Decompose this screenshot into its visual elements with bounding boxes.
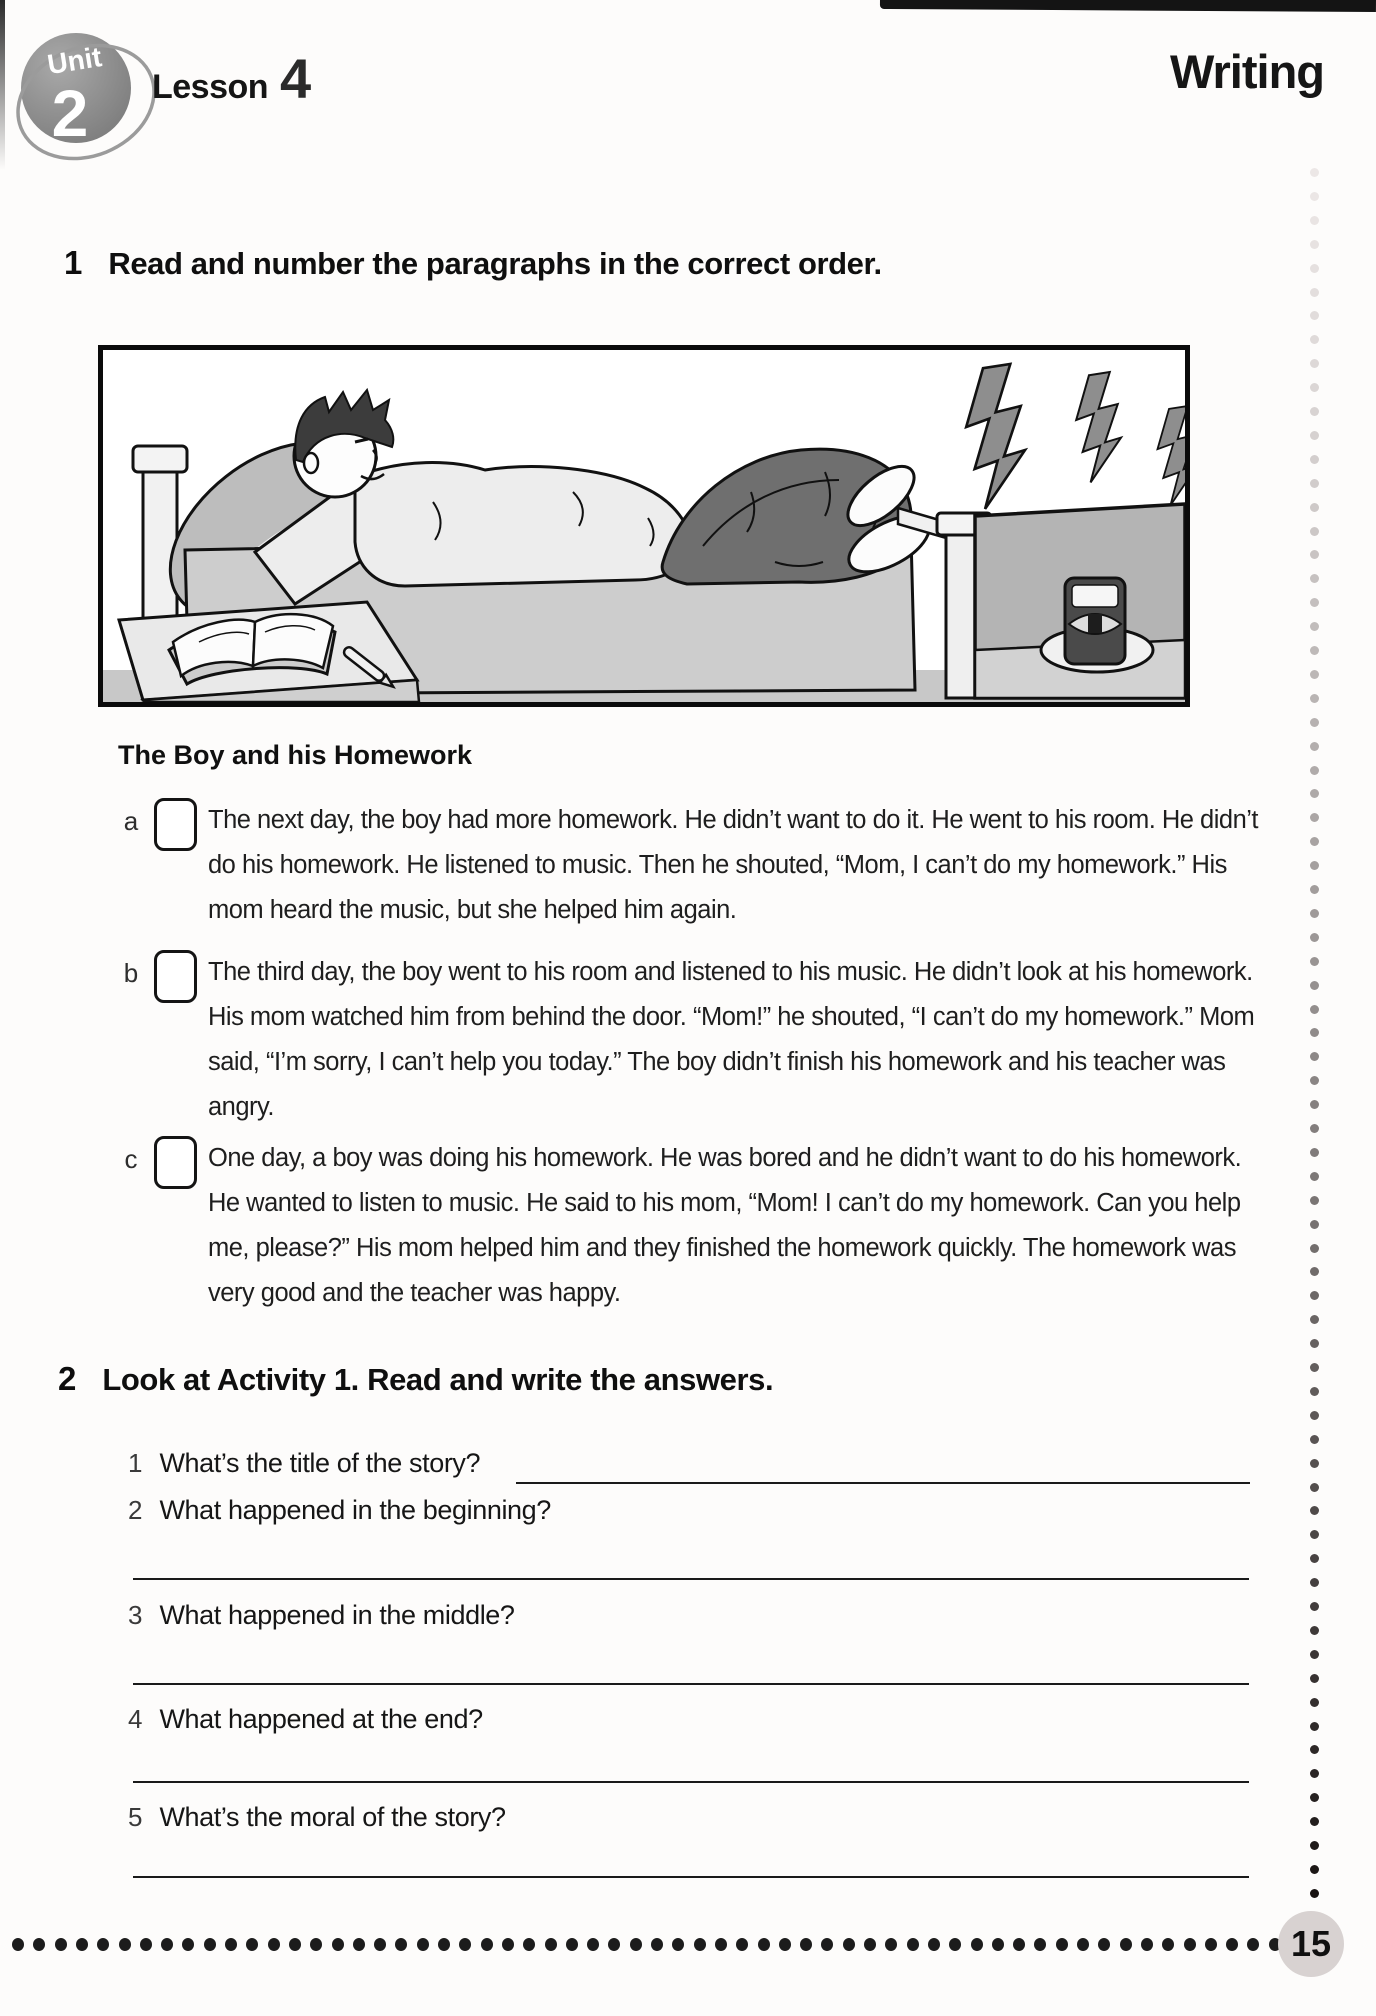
edge-dot [1310, 1148, 1319, 1157]
lesson-heading [152, 46, 311, 111]
edge-dot [715, 1938, 727, 1951]
page-number: 15 [1290, 1923, 1332, 1964]
paragraph-text: One day, a boy was doing his homework. He was bored and he didn’t want to do his homework. He wanted to listen to music. He said to his mom, “Mom! I can’t do my homework. Can you help me, please?” His mom helped him and they finished the homework quickly. The homework was very good and the teacher was happy. [208, 1144, 1242, 1307]
edge-dot [1310, 1100, 1319, 1109]
edge-dot [1310, 335, 1319, 344]
edge-dot [843, 1938, 855, 1951]
edge-dot [310, 1938, 322, 1951]
edge-dot [353, 1938, 365, 1951]
edge-dot [1310, 885, 1319, 894]
paragraph-order-box[interactable] [154, 1136, 197, 1189]
edge-dot [971, 1938, 983, 1951]
page-title: Writing [1170, 45, 1324, 98]
unit-badge [10, 14, 160, 174]
question-text: What’s the moral of the story? [159, 1802, 506, 1832]
edge-dot [332, 1938, 344, 1951]
edge-dot [1310, 718, 1319, 727]
question-text: What happened at the end? [159, 1704, 483, 1734]
edge-dot [395, 1938, 407, 1951]
edge-dot [1205, 1938, 1217, 1951]
edge-dot [1310, 909, 1319, 918]
edge-dot [949, 1938, 961, 1951]
edge-dot [119, 1938, 131, 1951]
edge-dot [33, 1938, 45, 1951]
lesson-label: Lesson [152, 68, 269, 106]
question-row [128, 1495, 551, 1526]
paragraph-item [116, 1136, 1266, 1316]
edge-dot [438, 1938, 450, 1951]
answer-line[interactable] [133, 1683, 1249, 1685]
edge-dot [417, 1938, 429, 1951]
question-number: 4 [128, 1704, 143, 1734]
edge-dot [1310, 1220, 1319, 1229]
edge-dot [1077, 1938, 1089, 1951]
edge-dot [1310, 216, 1319, 225]
edge-dot [289, 1938, 301, 1951]
edge-dot [1310, 1722, 1319, 1731]
edge-dot [1310, 766, 1319, 775]
question-number: 1 [128, 1448, 143, 1478]
edge-dot [1310, 1865, 1319, 1874]
edge-dot [1310, 694, 1319, 703]
edge-dot [161, 1938, 173, 1951]
edge-dot [1310, 957, 1319, 966]
edge-dot [1310, 1339, 1319, 1348]
question-row [128, 1802, 506, 1833]
question-number: 3 [128, 1600, 143, 1630]
edge-dot [1310, 1483, 1319, 1492]
story-title: The Boy and his Homework [118, 740, 473, 770]
scan-edge-left [0, 0, 5, 170]
activity2-heading [58, 1360, 773, 1398]
edge-dot [1310, 1411, 1319, 1420]
activity1-number: 1 [64, 244, 83, 281]
edge-dot [928, 1938, 940, 1951]
edge-dot [1310, 1530, 1319, 1539]
edge-dot [1310, 1052, 1319, 1061]
edge-dot [523, 1938, 535, 1951]
edge-dot [1310, 1028, 1319, 1037]
edge-dot [758, 1938, 770, 1951]
lightning-bolt-icon [1076, 372, 1121, 482]
question-text: What’s the title of the story? [159, 1448, 481, 1478]
edge-dot [1184, 1938, 1196, 1951]
answer-line[interactable] [133, 1781, 1249, 1783]
edge-dot [246, 1938, 258, 1951]
edge-dot [1310, 1769, 1319, 1778]
answer-line[interactable] [133, 1876, 1249, 1878]
edge-dot [97, 1938, 109, 1951]
paragraph-letter: c [124, 1144, 138, 1174]
paragraph-item [116, 798, 1266, 933]
edge-dot [502, 1938, 514, 1951]
edge-dot [800, 1938, 812, 1951]
edge-dot [779, 1938, 791, 1951]
edge-dot [1098, 1938, 1110, 1951]
edge-dot [481, 1938, 493, 1951]
question-row [128, 1704, 483, 1735]
edge-dot [1056, 1938, 1068, 1951]
edge-dot [864, 1938, 876, 1951]
edge-dot [1310, 1005, 1319, 1014]
edge-dot [1310, 981, 1319, 990]
edge-dot [1310, 288, 1319, 297]
edge-dot [1310, 264, 1319, 273]
edge-dot [1310, 359, 1319, 368]
paragraph-text: The third day, the boy went to his room and listened to his music. He didn’t look at his homework. His mom watched him from behind the door. “Mom!” he shouted, “I can’t do my homework.” Mom said, “I’m sorry, I can’t help you today.” The boy didn’t finish his homework and his teacher was angry. [208, 958, 1255, 1121]
edge-dot [1310, 1363, 1319, 1372]
page-number-badge [1278, 1911, 1344, 1977]
edge-dot [1310, 742, 1319, 751]
edge-dot [1310, 1578, 1319, 1587]
question-number: 2 [128, 1495, 143, 1525]
edge-dot [1310, 670, 1319, 679]
edge-dot [1310, 503, 1319, 512]
edge-dot [1310, 1841, 1319, 1850]
edge-dot [1310, 1267, 1319, 1276]
edge-dot [1310, 168, 1319, 177]
edge-dot [1013, 1938, 1025, 1951]
edge-dot [1310, 933, 1319, 942]
edge-dot [76, 1938, 88, 1951]
edge-dot [1310, 527, 1319, 536]
edge-dot [1310, 598, 1319, 607]
edge-dot [1162, 1938, 1174, 1951]
edge-dot [374, 1938, 386, 1951]
edge-dot [1310, 407, 1319, 416]
edge-dot [268, 1938, 280, 1951]
edge-dot [1310, 1244, 1319, 1253]
edge-dot [1310, 1698, 1319, 1707]
edge-dot [1310, 1650, 1319, 1659]
edge-dot [1310, 1387, 1319, 1396]
edge-dot [566, 1938, 578, 1951]
question-text: What happened in the beginning? [159, 1495, 551, 1525]
edge-dot [1310, 789, 1319, 798]
edge-dot [1310, 1793, 1319, 1802]
illustration-frame [98, 345, 1190, 707]
edge-dot [672, 1938, 684, 1951]
edge-dot [1310, 1076, 1319, 1085]
edge-dot [1310, 574, 1319, 583]
activity1-instruction: Read and number the paragraphs in the correct order. [108, 246, 882, 281]
question-row [128, 1600, 515, 1631]
edge-dot [1310, 1626, 1319, 1635]
lightning-bolt-icon [966, 364, 1025, 509]
paragraph-text: The next day, the boy had more homework. He didn’t want to do it. He went to his room. He didn’t do his homework. He listened to music. Then he shouted, “Mom, I can’t do my homework.” His mom heard the music, but she helped him again. [208, 806, 1259, 924]
edge-dot [1310, 837, 1319, 846]
answer-line[interactable] [516, 1482, 1250, 1484]
edge-dot [587, 1938, 599, 1951]
edge-dot [1310, 550, 1319, 559]
edge-dot [1226, 1938, 1238, 1951]
edge-dot [1310, 1291, 1319, 1300]
edge-dot [1310, 1124, 1319, 1133]
paragraph-letter: a [123, 806, 139, 836]
edge-dot [1310, 646, 1319, 655]
paragraph-order-box[interactable] [154, 950, 197, 1003]
lightning-bolt-icon [1157, 406, 1185, 505]
edge-dot [1310, 311, 1319, 320]
edge-dot [1310, 240, 1319, 249]
edge-dot [1310, 431, 1319, 440]
unit-number: 2 [51, 76, 89, 150]
edge-dot [1310, 1172, 1319, 1181]
question-text: What happened in the middle? [159, 1600, 515, 1630]
edge-dot [1141, 1938, 1153, 1951]
lesson-number: 4 [280, 47, 312, 110]
edge-dot [608, 1938, 620, 1951]
edge-dot [1310, 813, 1319, 822]
edge-dot [1310, 455, 1319, 464]
edge-dot [1310, 1435, 1319, 1444]
edge-dot [1310, 1745, 1319, 1754]
edge-dot [1310, 479, 1319, 488]
edge-dot [992, 1938, 1004, 1951]
edge-dot [885, 1938, 897, 1951]
edge-dot [1310, 383, 1319, 392]
edge-dot [1310, 1817, 1319, 1826]
edge-dot [907, 1938, 919, 1951]
edge-dot [1034, 1938, 1046, 1951]
edge-dot [1310, 1459, 1319, 1468]
question-number: 5 [128, 1802, 143, 1832]
scan-edge-bar [880, 0, 1376, 12]
edge-dot [1310, 1889, 1319, 1898]
edge-dot [736, 1938, 748, 1951]
edge-dot [1310, 192, 1319, 201]
edge-dot [821, 1938, 833, 1951]
edge-dot [1310, 1196, 1319, 1205]
edge-dot [1310, 861, 1319, 870]
edge-dot [1120, 1938, 1132, 1951]
unit-label: Unit [45, 41, 104, 81]
edge-dot [182, 1938, 194, 1951]
story-illustration [103, 350, 1185, 702]
edge-dot [1310, 622, 1319, 631]
edge-dot [140, 1938, 152, 1951]
paragraph-letter: b [123, 958, 139, 988]
edge-dot [545, 1938, 557, 1951]
edge-dot [204, 1938, 216, 1951]
edge-dot [630, 1938, 642, 1951]
edge-dot [1310, 1315, 1319, 1324]
activity2-number: 2 [58, 1360, 77, 1397]
edge-dot [12, 1938, 24, 1951]
paragraph-item [116, 950, 1266, 1130]
paragraph-order-box[interactable] [154, 798, 197, 851]
edge-dot [1310, 1506, 1319, 1515]
edge-dot [1310, 1674, 1319, 1683]
edge-dot [1310, 1554, 1319, 1563]
edge-dot [55, 1938, 67, 1951]
edge-dot [694, 1938, 706, 1951]
edge-dot [1247, 1938, 1259, 1951]
edge-dot [651, 1938, 663, 1951]
answer-line[interactable] [133, 1578, 1249, 1580]
activity2-instruction: Look at Activity 1. Read and write the answers. [102, 1362, 774, 1397]
question-row [128, 1448, 480, 1479]
edge-dot [225, 1938, 237, 1951]
edge-dot [1310, 1602, 1319, 1611]
activity1-heading [64, 244, 882, 282]
edge-dot [459, 1938, 471, 1951]
